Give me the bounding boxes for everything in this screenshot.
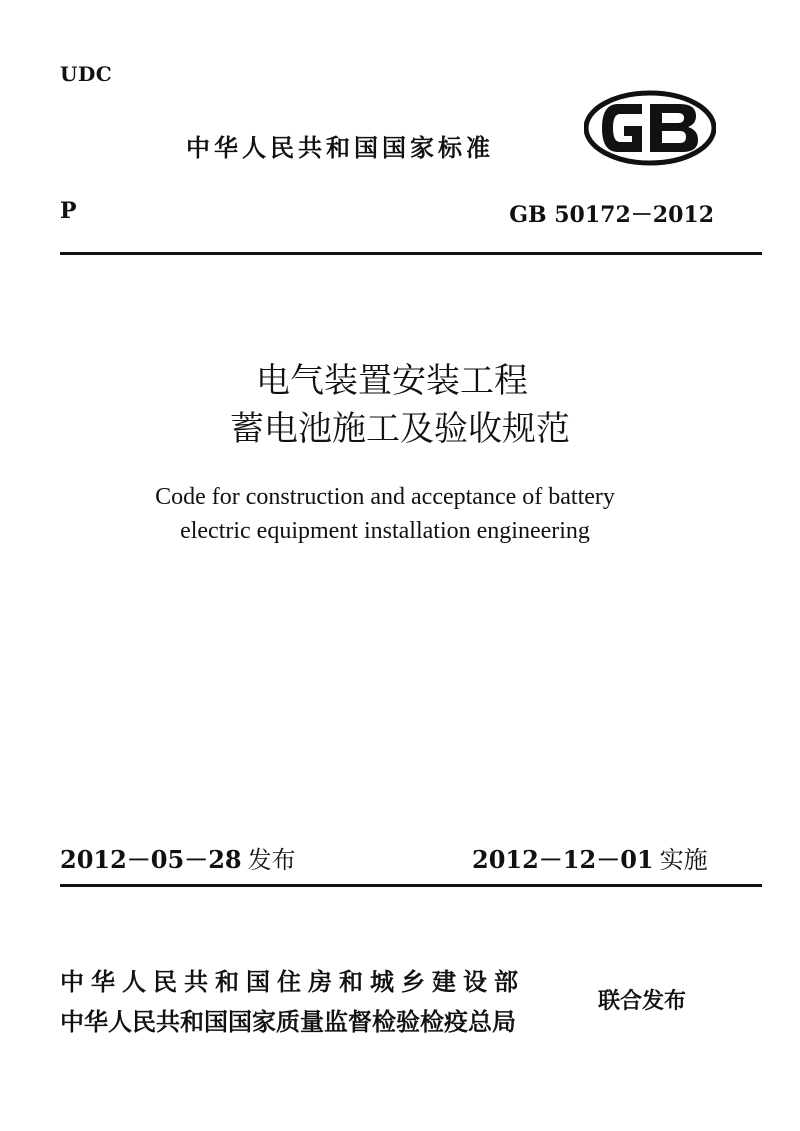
national-standard-heading: 中华人民共和国国家标准 [186, 134, 494, 162]
joint-issue-label: 联合发布 [598, 989, 687, 1014]
issue-date: 2012－05－28 [60, 845, 242, 874]
gb-logo-svg [584, 90, 716, 166]
gb-logo-icon [584, 90, 716, 166]
implement-date: 2012－12－01 [472, 845, 654, 874]
title-cn-line-2: 蓄电池施工及验收规范 [230, 409, 570, 449]
implement-label: 实施 [659, 846, 708, 874]
title-cn-line-1: 电气装置安装工程 [256, 361, 528, 401]
title-en-line-1: Code for construction and acceptance of battery [155, 484, 615, 510]
issue-date-group [60, 840, 296, 875]
issuer-line-2: 中华人民共和国国家质量监督检验检疫总局 [60, 1008, 516, 1036]
bottom-divider [60, 884, 762, 887]
issue-label: 发布 [247, 846, 296, 874]
udc-label: UDC [60, 62, 113, 86]
top-divider [60, 252, 762, 255]
implement-date-group [472, 840, 708, 875]
issuer-line-1: 中华人民共和国住房和城乡建设部 [60, 968, 525, 996]
standard-number: GB 50172－2012 [509, 202, 714, 228]
title-en-line-2: electric equipment installation engineering [180, 518, 590, 544]
classification-code: P [60, 198, 77, 224]
